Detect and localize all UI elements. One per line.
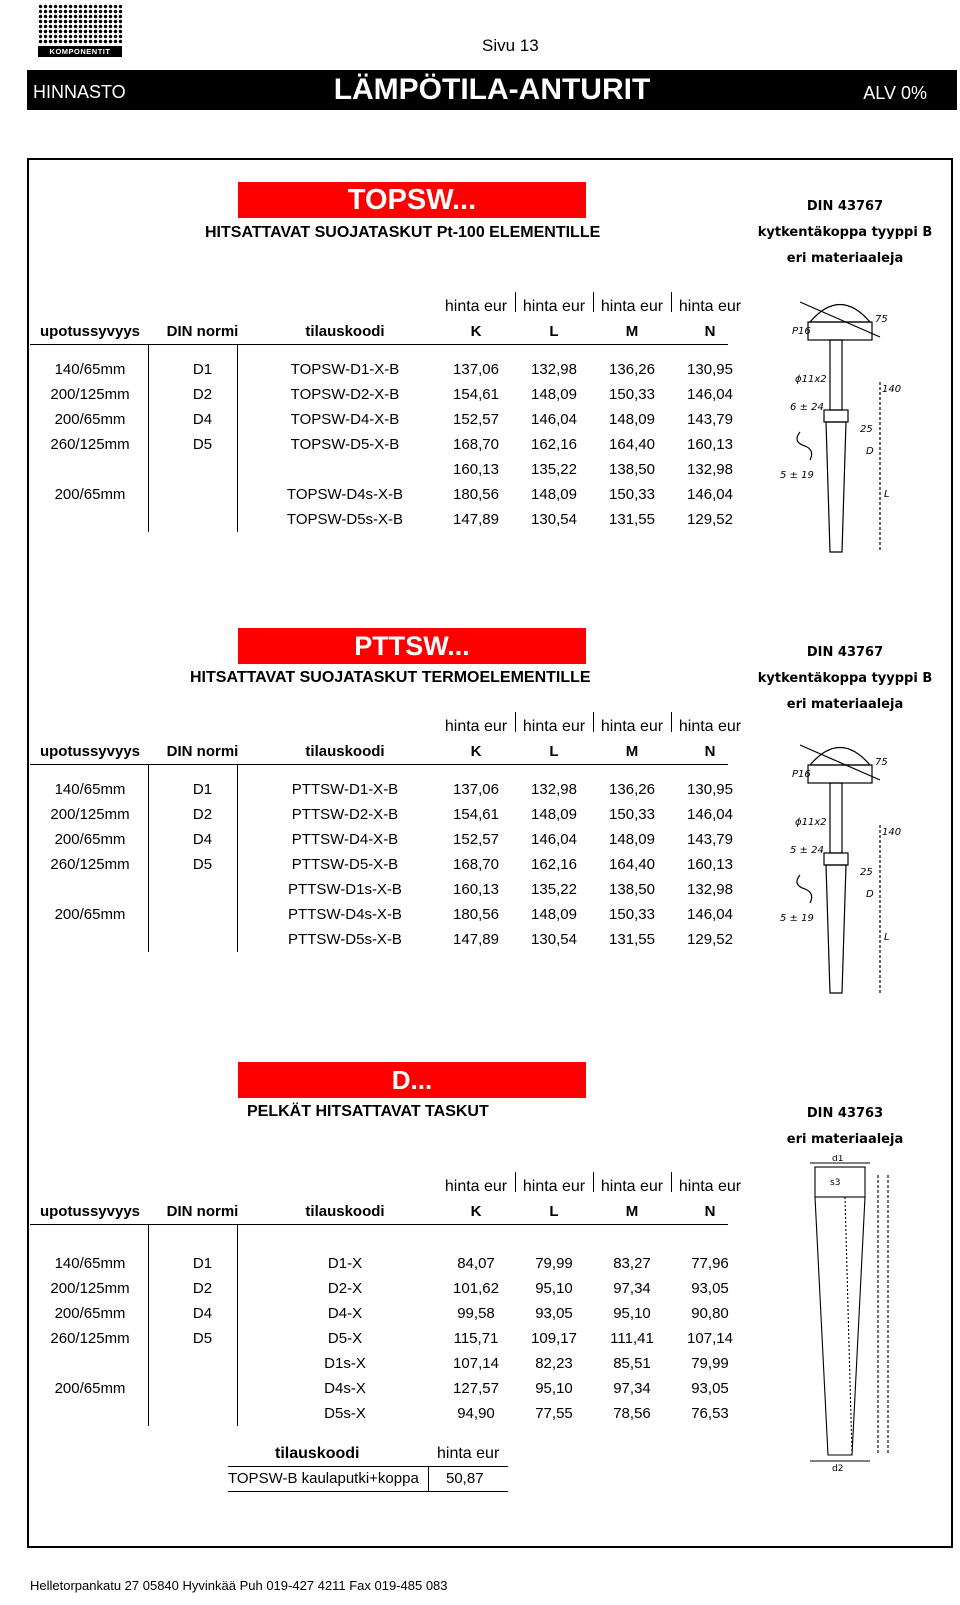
column-header: DIN normi <box>166 323 239 340</box>
table-cell: 90,80 <box>691 1305 729 1322</box>
table-cell: 95,10 <box>613 1305 651 1322</box>
table-vline-din <box>237 344 238 532</box>
column-header: L <box>549 1203 559 1220</box>
table-cell: 168,70 <box>453 436 499 453</box>
drawing-label-75: 75 <box>875 314 888 325</box>
table-cell: 140/65mm <box>54 361 126 378</box>
table-cell: 101,62 <box>453 1280 499 1297</box>
table-cell: 140/65mm <box>54 1255 126 1272</box>
price-head-sep <box>671 292 672 312</box>
table-cell: 160,13 <box>687 436 733 453</box>
topsw-drawing <box>770 282 910 562</box>
din-materials: eri materiaaleja <box>786 251 904 266</box>
table-cell: 78,56 <box>613 1405 651 1422</box>
table-cell: 132,98 <box>687 461 733 478</box>
table-cell: 146,04 <box>687 906 733 923</box>
table-cell: 148,09 <box>531 386 577 403</box>
din-standard: DIN 43767 <box>806 199 884 214</box>
din-materials: eri materiaaleja <box>786 697 904 712</box>
extra-price-head: hinta eur <box>437 1445 500 1462</box>
table-cell: 150,33 <box>609 806 655 823</box>
table-cell: 148,09 <box>609 411 655 428</box>
table-vline-din <box>237 1224 238 1426</box>
table-cell: 138,50 <box>609 461 655 478</box>
extra-line-bottom <box>228 1491 508 1492</box>
table-cell: 154,61 <box>453 386 499 403</box>
drawing-label-140: 140 <box>882 384 902 395</box>
table-cell: D1s-X <box>324 1355 366 1372</box>
extra-code-head: tilauskoodi <box>275 1445 360 1462</box>
table-cell: 150,33 <box>609 386 655 403</box>
table-cell: 147,89 <box>453 511 499 528</box>
table-cell: 152,57 <box>453 411 499 428</box>
price-head: hinta eur <box>600 718 664 735</box>
table-cell: 130,54 <box>531 511 577 528</box>
column-header: DIN normi <box>166 743 239 760</box>
table-cell: 107,14 <box>687 1330 733 1347</box>
table-cell: 93,05 <box>691 1280 729 1297</box>
drawing-label-s5: 5 ± 19 <box>780 470 814 481</box>
price-head: hinta eur <box>600 298 664 315</box>
table-cell: 132,98 <box>687 881 733 898</box>
table-vline-depth <box>148 764 149 952</box>
table-cell: 143,79 <box>687 831 733 848</box>
table-cell: 84,07 <box>457 1255 495 1272</box>
column-header: K <box>470 1203 482 1220</box>
table-cell: 135,22 <box>531 881 577 898</box>
price-head: hinta eur <box>444 718 508 735</box>
section-subtitle: PELKÄT HITSATTAVAT TASKUT <box>247 1103 489 1120</box>
table-cell: 76,53 <box>691 1405 729 1422</box>
table-cell: 146,04 <box>687 486 733 503</box>
price-head: hinta eur <box>678 1178 742 1195</box>
table-cell: D2-X <box>327 1280 363 1297</box>
table-cell: 260/125mm <box>50 1330 130 1347</box>
table-cell: 146,04 <box>531 411 577 428</box>
table-cell: PTTSW-D5-X-B <box>291 856 399 873</box>
table-cell: 79,99 <box>535 1255 573 1272</box>
section-code-bar: TOPSW... <box>238 182 586 218</box>
table-cell: 160,13 <box>453 461 499 478</box>
table-cell: D1 <box>192 1255 213 1272</box>
table-cell: PTTSW-D1-X-B <box>291 781 399 798</box>
table-cell: 200/65mm <box>54 831 126 848</box>
price-head: hinta eur <box>678 718 742 735</box>
drawing-label-l: L <box>884 489 890 500</box>
table-cell: D1 <box>192 781 213 798</box>
table-cell: 85,51 <box>613 1355 651 1372</box>
table-vline-depth <box>148 1224 149 1426</box>
din-standard: DIN 43767 <box>806 645 884 660</box>
table-cell: 129,52 <box>687 511 733 528</box>
drawing2-label-p16: P16 <box>792 769 811 780</box>
table-cell: D5 <box>192 1330 213 1347</box>
section-subtitle: HITSATTAVAT SUOJATASKUT TERMOELEMENTILLE <box>190 669 591 686</box>
table-cell: 147,89 <box>453 931 499 948</box>
footer-address: Helletorpankatu 27 05840 Hyvinkää Puh 019-427 4211 Fax 019-485 083 <box>30 1578 448 1593</box>
price-head: hinta eur <box>678 298 742 315</box>
table-cell: 200/65mm <box>54 411 126 428</box>
table-cell: 135,22 <box>531 461 577 478</box>
table-vline-din <box>237 764 238 952</box>
table-cell: D4 <box>192 411 213 428</box>
table-cell: 138,50 <box>609 881 655 898</box>
table-cell: 164,40 <box>609 856 655 873</box>
table-cell: 131,55 <box>609 931 655 948</box>
table-cell: 77,96 <box>691 1255 729 1272</box>
table-cell: 99,58 <box>457 1305 495 1322</box>
price-head: hinta eur <box>444 1178 508 1195</box>
drawing2-label-25: 25 <box>860 867 873 878</box>
table-header-underline <box>30 764 728 765</box>
table-cell: 132,98 <box>531 361 577 378</box>
price-head-sep <box>515 1172 516 1192</box>
table-cell: D2 <box>192 1280 213 1297</box>
table-cell: 200/125mm <box>50 386 130 403</box>
table-cell: D1-X <box>327 1255 363 1272</box>
column-header: upotussyvyys <box>39 743 141 760</box>
extra-sep <box>428 1466 429 1491</box>
column-header: N <box>704 323 716 340</box>
drawing-label-25: 25 <box>860 424 873 435</box>
table-cell: 93,05 <box>691 1380 729 1397</box>
table-cell: 200/65mm <box>54 486 126 503</box>
table-cell: TOPSW-D2-X-B <box>290 386 400 403</box>
table-cell: D4s-X <box>324 1380 366 1397</box>
drawing-label-d11: ϕ11x2 <box>795 374 827 385</box>
table-cell: PTTSW-D4s-X-B <box>288 906 402 923</box>
table-cell: 136,26 <box>609 361 655 378</box>
pttsw-drawing <box>770 725 910 1000</box>
section-code-bar: PTTSW... <box>238 628 586 664</box>
header-banner <box>27 70 957 110</box>
table-cell: 93,05 <box>535 1305 573 1322</box>
table-vline-depth <box>148 344 149 532</box>
din-note: kytkentäkoppa tyyppi B <box>757 671 933 686</box>
table-header-underline <box>30 1224 728 1225</box>
din-note: kytkentäkoppa tyyppi B <box>757 225 933 240</box>
table-cell: D5 <box>192 856 213 873</box>
header-vat: ALV 0% <box>863 83 927 103</box>
price-head-sep <box>515 292 516 312</box>
table-cell: D4 <box>192 1305 213 1322</box>
table-cell: 137,06 <box>453 361 499 378</box>
table-cell: PTTSW-D2-X-B <box>291 806 399 823</box>
table-cell: 140/65mm <box>54 781 126 798</box>
table-cell: 77,55 <box>535 1405 573 1422</box>
extra-price: 50,87 <box>446 1470 484 1487</box>
drawing2-label-140: 140 <box>882 827 902 838</box>
column-header: M <box>625 743 639 760</box>
table-cell: 97,34 <box>613 1380 651 1397</box>
d-drawing <box>790 1155 900 1475</box>
drawing2-label-75: 75 <box>875 757 888 768</box>
drawing2-label-d: D <box>866 889 874 900</box>
table-cell: 148,09 <box>531 486 577 503</box>
page-number: Sivu 13 <box>482 36 539 55</box>
table-cell: D4-X <box>327 1305 363 1322</box>
table-cell: 164,40 <box>609 436 655 453</box>
table-cell: 131,55 <box>609 511 655 528</box>
column-header: N <box>704 743 716 760</box>
table-cell: D5s-X <box>324 1405 366 1422</box>
column-header: tilauskoodi <box>305 323 385 340</box>
table-cell: 180,56 <box>453 486 499 503</box>
table-cell: 127,57 <box>453 1380 499 1397</box>
drawing2-label-s5: 5 ± 19 <box>780 913 814 924</box>
table-cell: 130,95 <box>687 781 733 798</box>
table-cell: 115,71 <box>453 1330 499 1347</box>
table-cell: 107,14 <box>453 1355 499 1372</box>
table-cell: 94,90 <box>457 1405 495 1422</box>
table-cell: 146,04 <box>531 831 577 848</box>
price-head: hinta eur <box>522 1178 586 1195</box>
column-header: tilauskoodi <box>305 1203 385 1220</box>
column-header: M <box>625 323 639 340</box>
price-head-sep <box>593 712 594 732</box>
column-header: M <box>625 1203 639 1220</box>
table-cell: 130,54 <box>531 931 577 948</box>
price-head: hinta eur <box>444 298 508 315</box>
table-cell: 148,09 <box>531 906 577 923</box>
table-cell: 152,57 <box>453 831 499 848</box>
table-cell: 200/125mm <box>50 806 130 823</box>
price-head-sep <box>515 712 516 732</box>
table-cell: 180,56 <box>453 906 499 923</box>
table-cell: 150,33 <box>609 486 655 503</box>
drawing2-label-h5: 5 ± 24 <box>790 845 824 856</box>
table-cell: TOPSW-D4s-X-B <box>286 486 404 503</box>
table-header-underline <box>30 344 728 345</box>
table-cell: 132,98 <box>531 781 577 798</box>
price-head: hinta eur <box>600 1178 664 1195</box>
table-cell: 162,16 <box>531 856 577 873</box>
table-cell: 109,17 <box>531 1330 577 1347</box>
table-cell: 146,04 <box>687 386 733 403</box>
table-cell: 137,06 <box>453 781 499 798</box>
drawing3-label-d2: d2 <box>832 1464 844 1474</box>
table-cell: 83,27 <box>613 1255 651 1272</box>
table-cell: 146,04 <box>687 806 733 823</box>
price-head-sep <box>671 712 672 732</box>
table-cell: TOPSW-D5-X-B <box>290 436 400 453</box>
table-cell: 79,99 <box>691 1355 729 1372</box>
price-head: hinta eur <box>522 298 586 315</box>
table-cell: 160,13 <box>453 881 499 898</box>
price-head: hinta eur <box>522 718 586 735</box>
column-header: L <box>549 743 559 760</box>
table-cell: PTTSW-D1s-X-B <box>288 881 402 898</box>
din-materials: eri materiaaleja <box>786 1132 904 1147</box>
table-cell: 148,09 <box>609 831 655 848</box>
table-cell: D1 <box>192 361 213 378</box>
page-title: LÄMPÖTILA-ANTURIT <box>333 73 651 106</box>
table-cell: 95,10 <box>535 1280 573 1297</box>
table-cell: 260/125mm <box>50 856 130 873</box>
drawing-label-d: D <box>866 446 874 457</box>
column-header: upotussyvyys <box>39 1203 141 1220</box>
extra-code: TOPSW-B kaulaputki+koppa <box>228 1470 419 1487</box>
logo-dot-matrix <box>38 4 122 44</box>
extra-line-top <box>228 1466 508 1467</box>
table-cell: 136,26 <box>609 781 655 798</box>
table-cell: D2 <box>192 386 213 403</box>
drawing-label-h6: 6 ± 24 <box>790 402 824 413</box>
table-cell: 97,34 <box>613 1280 651 1297</box>
table-cell: 200/65mm <box>54 906 126 923</box>
table-cell: 148,09 <box>531 806 577 823</box>
drawing2-label-l: L <box>884 932 890 943</box>
table-cell: 143,79 <box>687 411 733 428</box>
din-standard: DIN 43763 <box>806 1106 884 1121</box>
price-head-sep <box>593 1172 594 1192</box>
table-cell: 200/125mm <box>50 1280 130 1297</box>
table-cell: 129,52 <box>687 931 733 948</box>
section-subtitle: HITSATTAVAT SUOJATASKUT Pt-100 ELEMENTILLE <box>205 224 601 241</box>
table-cell: 160,13 <box>687 856 733 873</box>
table-cell: 111,41 <box>610 1330 654 1347</box>
drawing2-label-d11: ϕ11x2 <box>795 817 827 828</box>
column-header: upotussyvyys <box>39 323 141 340</box>
table-cell: 130,95 <box>687 361 733 378</box>
table-cell: TOPSW-D1-X-B <box>290 361 400 378</box>
table-cell: 200/65mm <box>54 1305 126 1322</box>
drawing-label-p16: P16 <box>792 326 811 337</box>
logo-tagline: KOMPONENTIT <box>38 46 122 57</box>
table-cell: TOPSW-D5s-X-B <box>286 511 404 528</box>
price-head-sep <box>671 1172 672 1192</box>
section-code-bar: D... <box>238 1062 586 1098</box>
column-header: tilauskoodi <box>305 743 385 760</box>
header-left: HINNASTO <box>33 82 126 102</box>
table-cell: 260/125mm <box>50 436 130 453</box>
table-cell: TOPSW-D4-X-B <box>290 411 400 428</box>
table-cell: D5 <box>192 436 213 453</box>
table-cell: 162,16 <box>531 436 577 453</box>
column-header: N <box>704 1203 716 1220</box>
table-cell: D2 <box>192 806 213 823</box>
table-cell: D5-X <box>327 1330 363 1347</box>
table-cell: PTTSW-D4-X-B <box>291 831 399 848</box>
table-cell: 154,61 <box>453 806 499 823</box>
price-head-sep <box>593 292 594 312</box>
table-cell: D4 <box>192 831 213 848</box>
column-header: K <box>470 323 482 340</box>
table-cell: PTTSW-D5s-X-B <box>288 931 402 948</box>
drawing3-label-s3: s3 <box>830 1178 841 1188</box>
drawing3-label-d1: d1 <box>832 1155 844 1164</box>
table-cell: 150,33 <box>609 906 655 923</box>
column-header: DIN normi <box>166 1203 239 1220</box>
table-cell: 200/65mm <box>54 1380 126 1397</box>
table-cell: 95,10 <box>535 1380 573 1397</box>
company-logo <box>38 4 122 56</box>
table-cell: 82,23 <box>535 1355 573 1372</box>
column-header: K <box>470 743 482 760</box>
column-header: L <box>549 323 559 340</box>
table-cell: 168,70 <box>453 856 499 873</box>
